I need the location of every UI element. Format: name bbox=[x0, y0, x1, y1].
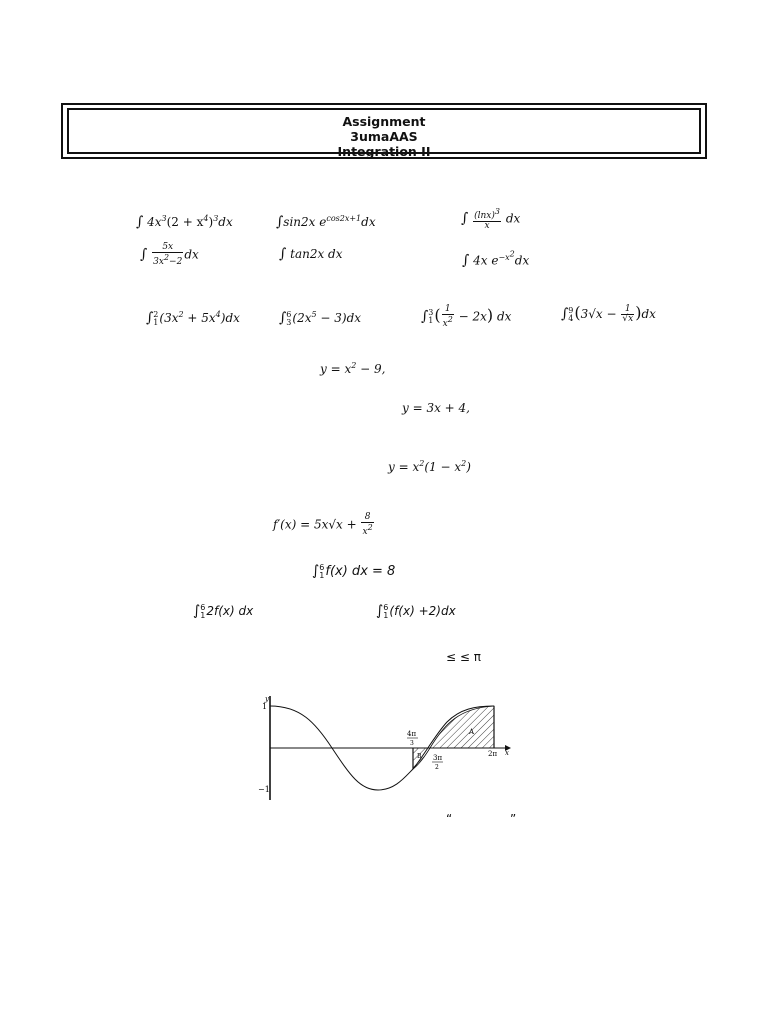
x-axis-label: x bbox=[505, 749, 509, 757]
equation-line: y = 3x + 4, bbox=[402, 401, 470, 415]
integral-2b: ∫ tan2x dx bbox=[279, 246, 343, 262]
integral-2f: ∫ 6 1 2f(x) dx bbox=[193, 602, 254, 620]
definite-integral-3: ∫ 3 1 ( $\frac{1}{x^2}$ − 2x) dx bbox=[421, 304, 512, 329]
given-integral: ∫ 6 1 f(x) dx = 8 bbox=[312, 562, 396, 580]
integral-2a: ∫ $\frac{5x}{3x^2-2}$ dx bbox=[140, 242, 199, 267]
integral-2c: ∫ 4x $e^{-x^2}dx$ bbox=[462, 249, 530, 269]
definite-integral-2: ∫ 6 3 $(2x^5 - 3)dx$ bbox=[279, 309, 362, 327]
region-a-label: A bbox=[469, 728, 475, 736]
y-tick-minus-1: −1 bbox=[258, 785, 270, 794]
equation-curve: $y = x^2(1 - x^2)$ bbox=[388, 459, 471, 474]
close-quote: ” bbox=[510, 812, 517, 826]
header-box bbox=[61, 103, 707, 159]
integral-1a: ∫ $4x^3(2 + x^4)^3dx$ bbox=[136, 214, 233, 230]
cosine-area-figure bbox=[255, 692, 515, 802]
integral-1b: ∫sin2x $e^{cos2x+1}dx$ bbox=[276, 214, 376, 230]
shaded-region-a bbox=[430, 706, 494, 748]
integral-f-plus-2: ∫ 6 1 (f(x) +2)dx bbox=[376, 602, 456, 620]
y-tick-1: 1 bbox=[262, 702, 268, 711]
open-quote: “ bbox=[446, 812, 453, 826]
label-3pi-den: 2 bbox=[435, 764, 439, 771]
definite-integral-1: ∫ 2 1 $(3x^2 + 5x^4)dx$ bbox=[146, 309, 240, 327]
equation-derivative: f′(x) = 5x√x + $\frac{8}{x^2}$ bbox=[273, 512, 373, 537]
label-2pi: 2π bbox=[488, 750, 498, 758]
label-4pi-den: 3 bbox=[410, 740, 414, 747]
equation-parabola: $y = x^2 - 9$, bbox=[320, 361, 386, 376]
y-axis-label: y bbox=[265, 695, 269, 703]
topic-title: Integration II bbox=[337, 144, 431, 159]
label-4pi-num: 4π bbox=[407, 730, 417, 738]
region-b-label: B bbox=[417, 753, 422, 760]
assignment-title: Assignment bbox=[342, 114, 426, 129]
header-inner-border bbox=[67, 108, 701, 159]
integral-1c: ∫ $\frac{(\ln x)^3}{x}$ dx bbox=[461, 207, 521, 231]
definite-integral-4: ∫ 9 4 (3√x − $\frac{1}{√x}$ )dx bbox=[561, 303, 656, 324]
label-3pi-num: 3π bbox=[433, 754, 443, 762]
course-code: 3umaAAS bbox=[350, 129, 418, 144]
domain-inequality: ≤ ≤ π bbox=[446, 650, 481, 664]
